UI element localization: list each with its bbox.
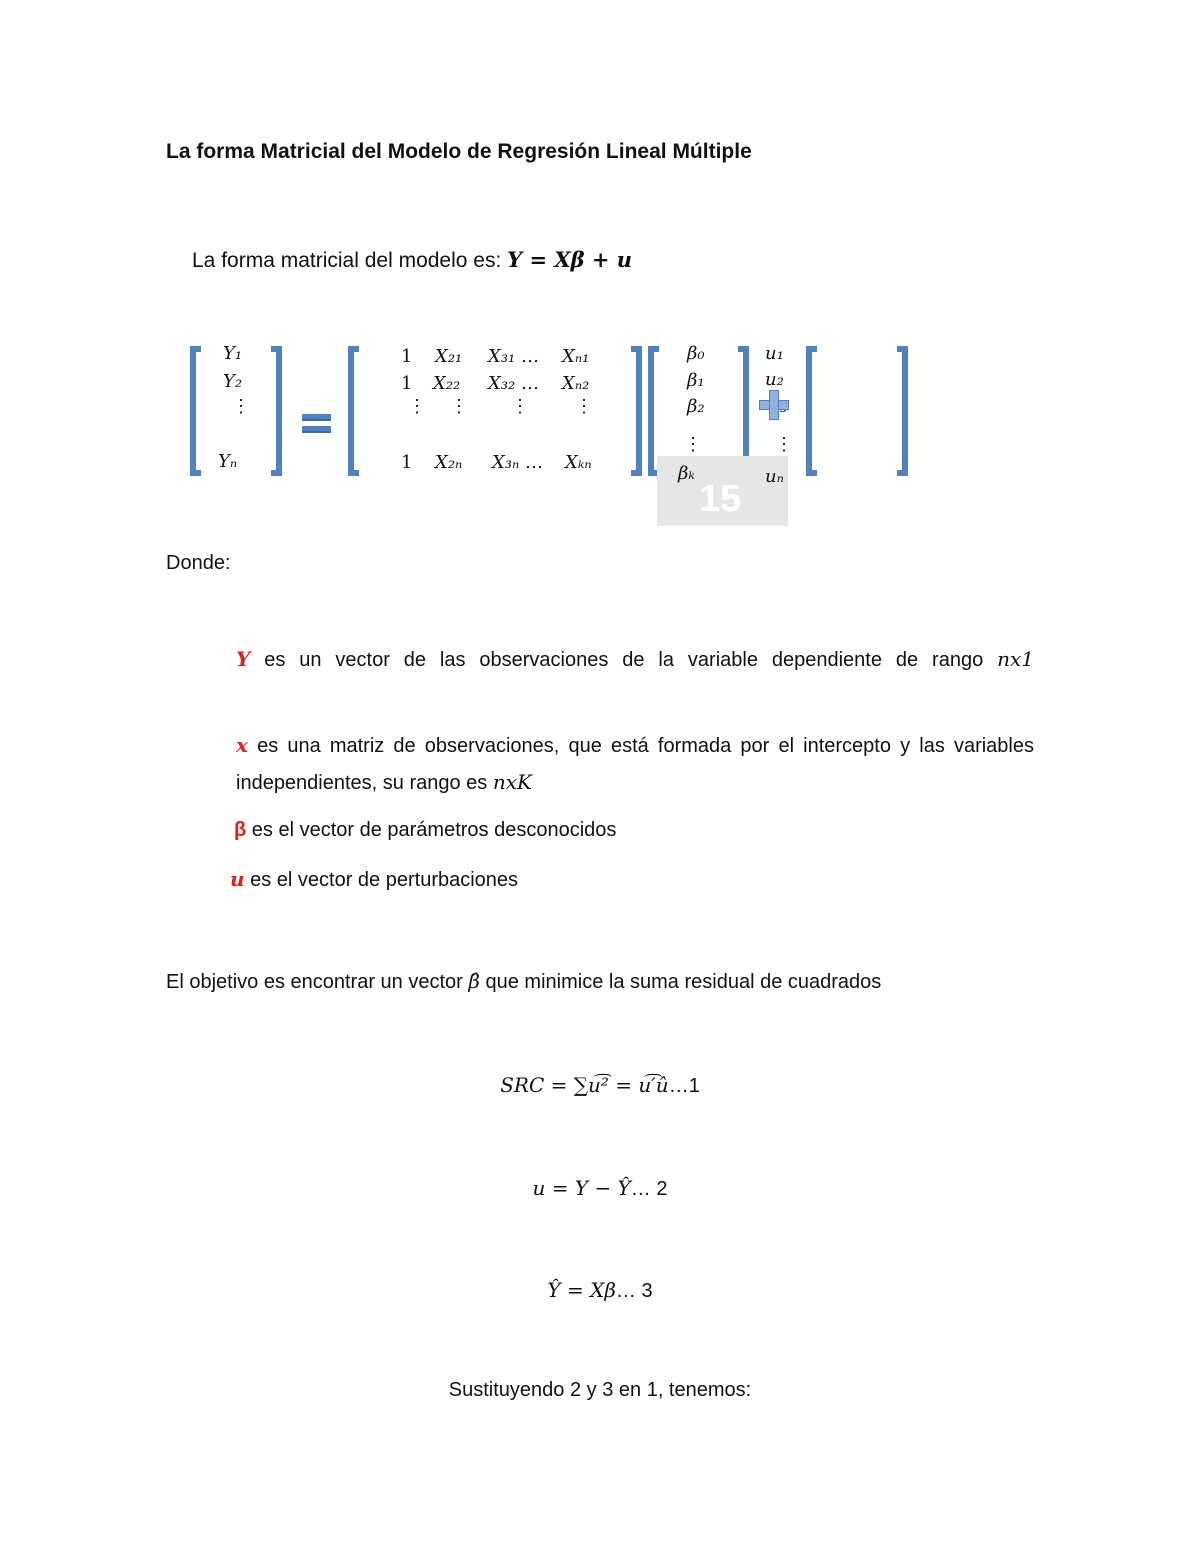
equation-2-number: … 2	[630, 1178, 668, 1200]
objective-line	[166, 969, 881, 994]
x-bracket-right	[631, 346, 642, 476]
x-cell-1-1: 1	[401, 346, 413, 367]
x-cell-4-3: X₃ₙ …	[492, 452, 544, 473]
x-cell-2-4: Xₙ₂	[562, 373, 590, 394]
empty-bracket-right	[897, 346, 908, 476]
beta-element-dots: ⋮	[684, 434, 702, 455]
objective-symbol: β̂	[468, 969, 480, 993]
definition-y	[236, 641, 1034, 678]
x-cell-4-4: Xₖₙ	[565, 452, 592, 473]
beta-element-2: β₂	[687, 396, 705, 417]
document-title: La forma Matricial del Modelo de Regresión Lineal Múltiple	[166, 140, 752, 163]
definition-beta	[234, 819, 616, 842]
x-cell-1-2: X₂₁	[435, 346, 463, 367]
definition-beta-text: es el vector de parámetros desconocidos	[246, 819, 617, 841]
y-bracket-right	[271, 346, 282, 476]
symbol-y: Y	[236, 647, 251, 671]
u-element-dots: ⋮	[775, 434, 793, 455]
empty-bracket-left	[806, 346, 817, 476]
range-x: nxK	[492, 770, 532, 794]
beta-element-0: β₀	[687, 343, 705, 364]
definition-u-text: es el vector de perturbaciones	[244, 869, 519, 891]
y-element-1: Y₁	[223, 343, 243, 364]
x-cell-3-4: ⋮	[575, 396, 593, 417]
x-cell-4-1: 1	[401, 452, 413, 473]
x-cell-3-3: ⋮	[511, 396, 529, 417]
model-formula: Y = Xβ + u	[507, 247, 633, 272]
u-element-1: u₁	[765, 343, 784, 364]
donde-label: Donde:	[166, 552, 231, 574]
x-bracket-left	[348, 346, 359, 476]
closing-line: Sustituyendo 2 y 3 en 1, tenemos:	[448, 1379, 752, 1401]
x-cell-2-1: 1	[401, 373, 413, 394]
equation-1-number: …1	[668, 1075, 700, 1097]
u-element-2: u₂	[765, 369, 784, 390]
symbol-beta: β	[234, 819, 247, 841]
equation-1	[0, 1073, 1200, 1098]
x-cell-2-2: X₂₂	[433, 373, 461, 394]
y-element-dots: ⋮	[232, 396, 250, 417]
x-cell-4-2: X₂ₙ	[435, 452, 463, 473]
page-number: 15	[699, 478, 742, 520]
plus-icon	[759, 390, 789, 420]
range-y: nx1	[997, 647, 1034, 671]
objective-after: que minimice la suma residual de cuadrados	[479, 971, 882, 993]
beta-element-1: β₁	[687, 370, 705, 391]
x-cell-1-4: Xₙ₁	[562, 346, 590, 367]
objective-before: El objetivo es encontrar un vector	[166, 971, 469, 993]
symbol-x: x	[236, 733, 248, 757]
equation-2-formula: u = Y − Ŷ	[532, 1176, 631, 1200]
y-bracket-left	[190, 346, 201, 476]
equation-3	[0, 1278, 1200, 1303]
equation-3-number: … 3	[615, 1280, 653, 1302]
intro-line	[192, 247, 632, 273]
beta-element-k: βₖ	[678, 463, 695, 484]
y-element-2: Y₂	[223, 371, 243, 392]
definition-y-text: es un vector de las observaciones de la variable dependiente de rango	[250, 649, 998, 671]
equals-icon	[302, 414, 331, 434]
symbol-u: u	[230, 867, 245, 891]
equation-3-formula: Ŷ = Xβ	[547, 1278, 616, 1302]
equation-1-formula: SRC = ∑u͡² = u͡′û	[500, 1073, 669, 1097]
x-cell-2-3: X₃₂ …	[488, 373, 539, 394]
equation-2	[0, 1176, 1200, 1201]
x-cell-1-3: X₃₁ …	[488, 346, 539, 367]
u-element-n: uₙ	[765, 466, 784, 487]
y-element-n: Yₙ	[218, 451, 238, 472]
x-cell-3-1: ⋮	[408, 396, 426, 417]
definition-x	[236, 727, 1034, 801]
definition-x-text: es una matriz de observaciones, que está formada por el intercepto y las variables independientes, su rango es	[236, 735, 1034, 794]
x-cell-3-2: ⋮	[450, 396, 468, 417]
intro-text: La forma matricial del modelo es:	[192, 249, 508, 272]
definition-u	[230, 867, 518, 892]
